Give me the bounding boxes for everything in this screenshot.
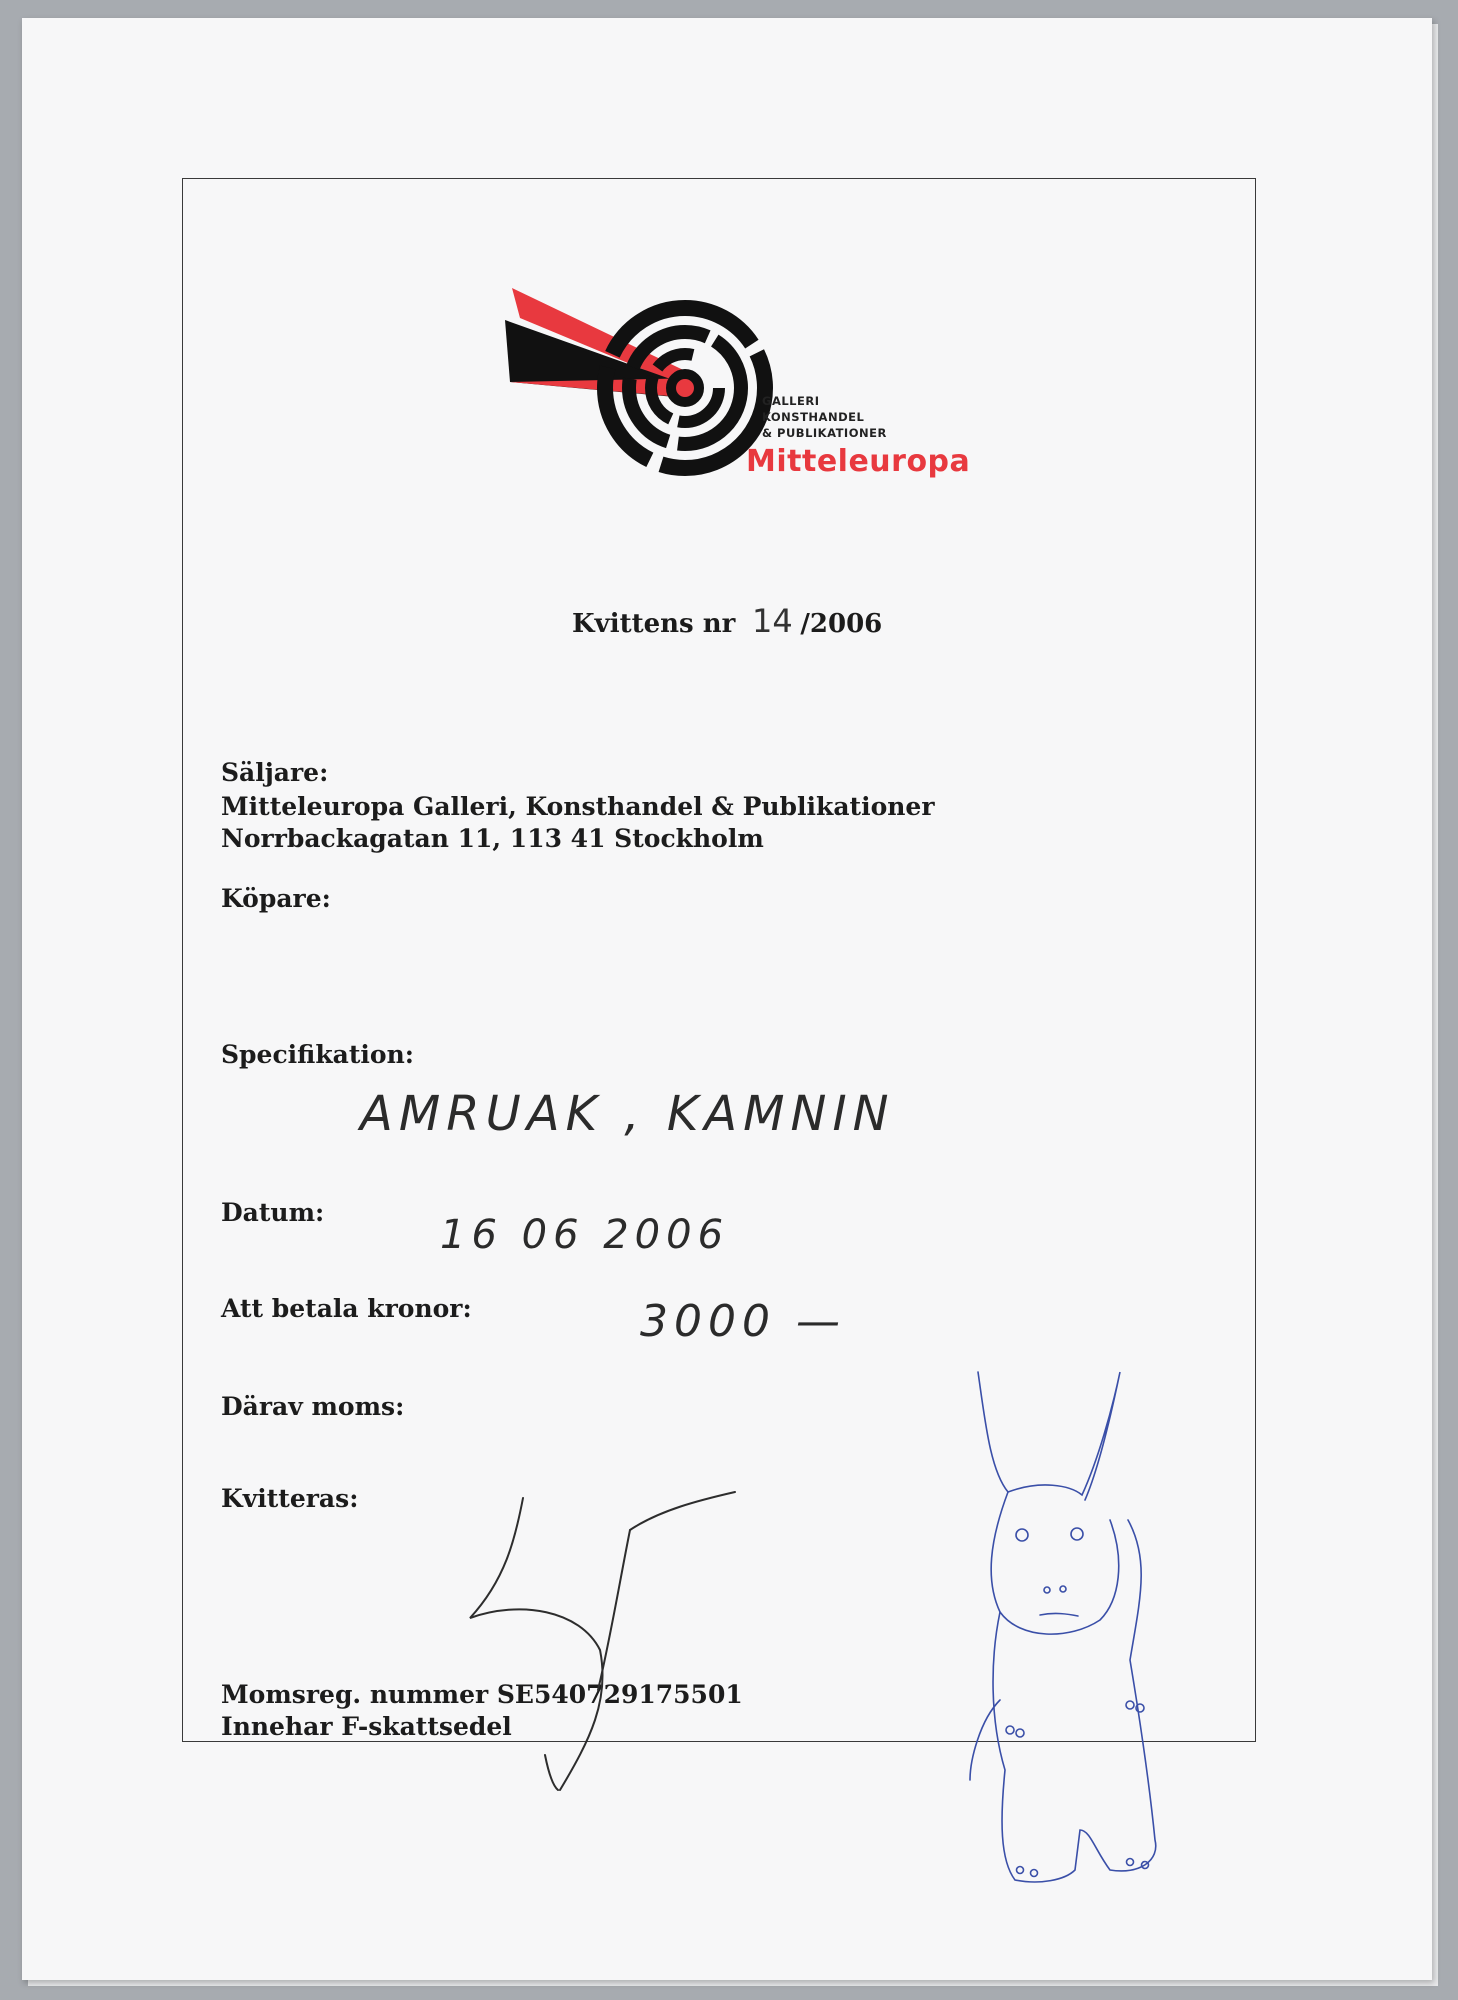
seller-address: Norrbackagatan 11, 113 41 Stockholm	[221, 824, 764, 853]
logo-text-konsthandel: KONSTHANDEL	[762, 410, 865, 424]
amount-label: Att betala kronor:	[221, 1294, 472, 1323]
receipt-title-suffix: /2006	[800, 609, 883, 639]
specification-label: Specifikation:	[221, 1040, 414, 1069]
amount-handwritten: 3000 —	[640, 1296, 846, 1347]
logo-text-galleri: GALLERI	[762, 394, 820, 408]
date-label: Datum:	[221, 1198, 325, 1227]
receipt-title-prefix: Kvittens nr	[572, 609, 736, 639]
vat-registration-number: Momsreg. nummer SE540729175501	[221, 1680, 743, 1709]
signature	[470, 1492, 735, 1790]
date-handwritten: 16 06 2006	[440, 1212, 730, 1258]
receipt-number-handwritten: 14	[752, 602, 793, 640]
specification-handwritten: AMRUAK , KAMNIN	[360, 1086, 895, 1142]
seller-label: Säljare:	[221, 758, 329, 787]
dog-doodle	[970, 1372, 1156, 1882]
receipted-label: Kvitteras:	[221, 1484, 359, 1513]
logo-brand-name: Mitteleuropa	[746, 444, 971, 479]
logo-text-publikationer: & PUBLIKATIONER	[762, 426, 887, 440]
vat-label: Därav moms:	[221, 1392, 405, 1421]
seller-name: Mitteleuropa Galleri, Konsthandel & Publikationer	[221, 792, 935, 821]
buyer-label: Köpare:	[221, 884, 331, 913]
tax-certificate-note: Innehar F-skattsedel	[221, 1712, 512, 1741]
